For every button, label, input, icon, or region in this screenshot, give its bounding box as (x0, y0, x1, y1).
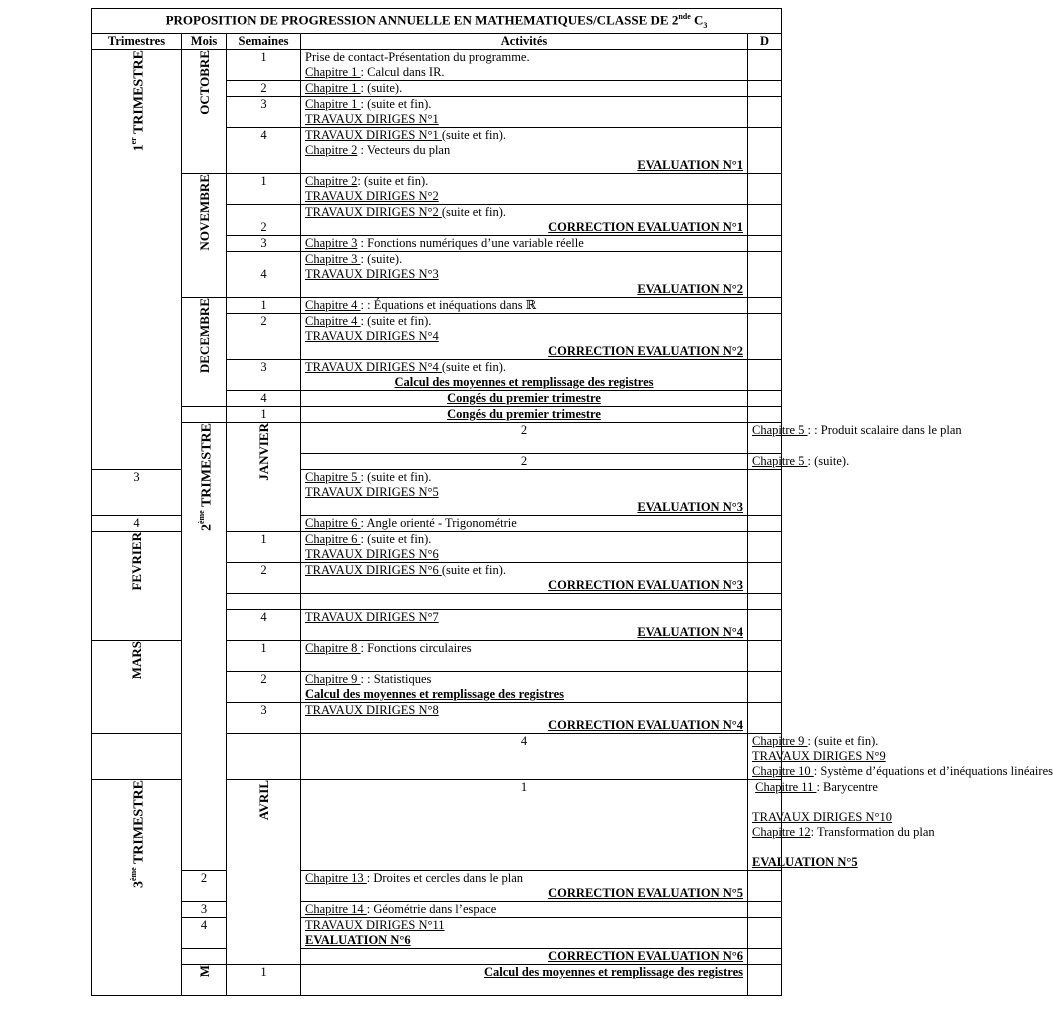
week-cell: 4 (227, 390, 301, 406)
table-row (92, 422, 782, 453)
month-janvier: JANVIER (227, 422, 301, 531)
trimestre-3-cell (92, 779, 182, 995)
week-cell: 2 (227, 204, 301, 235)
week-cell: 3 (227, 702, 301, 733)
month-avril: AVRIL (227, 779, 301, 964)
activity-cell: Chapitre 4 : : Équations et inéquations dans ℝ (301, 297, 748, 313)
trimestre-2-label: 2ème TRIMESTRE (196, 422, 215, 531)
activity-cell: Chapitre 2: (suite et fin). TRAVAUX DIRIGES N°2 (301, 173, 748, 204)
extra-cell (748, 515, 782, 531)
extra-cell (748, 917, 782, 948)
activity-cell: Chapitre 5 : (suite et fin). TRAVAUX DIRIGES N°5 EVALUATION N°3 (301, 469, 748, 515)
week-cell: 3 (182, 901, 227, 917)
header-extra: D (748, 33, 782, 49)
week-cell: 1 (227, 49, 301, 80)
extra-cell (748, 901, 782, 917)
extra-cell (748, 593, 782, 609)
trimestre-2-cell (182, 422, 227, 870)
extra-cell (748, 127, 782, 173)
week-cell: 4 (227, 251, 301, 297)
extra-cell (748, 313, 782, 359)
extra-cell (748, 80, 782, 96)
activity-cell: Chapitre 1 : (suite et fin). TRAVAUX DIRIGES N°1 (301, 96, 748, 127)
week-cell: 2 (301, 453, 748, 469)
week-cell: 2 (227, 313, 301, 359)
week-cell: 1 (227, 964, 301, 995)
week-cell: 3 (227, 235, 301, 251)
table-title: PROPOSITION DE PROGRESSION ANNUELLE EN MATHEMATIQUES/CLASSE DE 2nde $C_3$ (92, 9, 782, 34)
week-cell: 3 (92, 469, 182, 515)
week-cell (182, 948, 227, 964)
month-novembre: NOVEMBRE (182, 173, 227, 297)
header-semaines: Semaines (227, 33, 301, 49)
extra-cell (748, 964, 782, 995)
activity-cell: Chapitre 9 : (suite et fin). TRAVAUX DIRIGES N°9 Chapitre 10 : Système d’équations et d’inéquations linéaires (748, 733, 782, 779)
extra-cell (748, 948, 782, 964)
activity-cell: Chapitre 1 : (suite). (301, 80, 748, 96)
extra-cell (748, 870, 782, 901)
month-m: M (182, 964, 227, 995)
activity-cell: TRAVAUX DIRIGES N°6 (suite et fin). CORRECTION EVALUATION N°3 (301, 562, 748, 593)
month-mars: MARS (92, 640, 182, 733)
activity-cell: Calcul des moyennes et remplissage des registres (301, 964, 748, 995)
extra-cell (748, 671, 782, 702)
activity-cell: Chapitre 13 : Droites et cercles dans le plan CORRECTION EVALUATION N°5 (301, 870, 748, 901)
week-cell: 1 (227, 640, 301, 671)
title-row (92, 9, 782, 34)
activity-cell (301, 593, 748, 609)
activity-cell: Chapitre 5 : : Produit scalaire dans le plan (748, 422, 782, 453)
activity-cell: Chapitre 14 : Géométrie dans l’espace (301, 901, 748, 917)
activity-cell: TRAVAUX DIRIGES N°1 (suite et fin). Chapitre 2 : Vecteurs du plan EVALUATION N°1 (301, 127, 748, 173)
week-cell: 1 (227, 531, 301, 562)
week-cell: 2 (301, 422, 748, 453)
table-row (92, 173, 782, 204)
extra-cell (748, 702, 782, 733)
activity-cell: Congés du premier trimestre (301, 406, 748, 422)
table-row (92, 917, 782, 948)
extra-cell (748, 390, 782, 406)
table-row (92, 901, 782, 917)
activity-cell: TRAVAUX DIRIGES N°11 EVALUATION N°6 (301, 917, 748, 948)
activity-cell: Chapitre 5 : (suite). (748, 453, 782, 469)
week-cell: 1 (301, 779, 748, 870)
month-octobre: OCTOBRE (182, 49, 227, 173)
month-fevrier: FEVRIER (92, 531, 182, 640)
extra-cell (748, 469, 782, 515)
activity-cell: Chapitre 8 : Fonctions circulaires (301, 640, 748, 671)
month-decembre: DECEMBRE (182, 297, 227, 406)
table-row (92, 964, 782, 995)
week-cell: 4 (182, 917, 227, 948)
extra-cell (748, 173, 782, 204)
extra-cell (748, 406, 782, 422)
week-cell: 4 (227, 127, 301, 173)
week-cell: 3 (227, 96, 301, 127)
header-activites: Activités (301, 33, 748, 49)
activity-cell: Chapitre 6 : (suite et fin). TRAVAUX DIRIGES N°6 (301, 531, 748, 562)
trimestre-1-label: 1er TRIMESTRE (129, 49, 147, 152)
activity-cell: CORRECTION EVALUATION N°6 (301, 948, 748, 964)
activity-cell: TRAVAUX DIRIGES N°8 CORRECTION EVALUATION N°4 (301, 702, 748, 733)
activity-cell: Chapitre 4 : (suite et fin). TRAVAUX DIRIGES N°4 CORRECTION EVALUATION N°2 (301, 313, 748, 359)
week-cell: 2 (182, 870, 227, 901)
table-row (92, 948, 782, 964)
week-cell: 4 (92, 515, 182, 531)
extra-cell (748, 251, 782, 297)
extra-cell (748, 359, 782, 390)
month-empty (227, 733, 301, 779)
trimestre-empty (92, 733, 182, 779)
week-cell: 3 (227, 359, 301, 390)
extra-cell (748, 235, 782, 251)
week-cell: 1 (227, 173, 301, 204)
extra-cell (748, 49, 782, 80)
table-row (92, 870, 782, 901)
week-cell: 1 (227, 406, 301, 422)
week-cell: 2 (227, 80, 301, 96)
activity-cell: TRAVAUX DIRIGES N°7 EVALUATION N°4 (301, 609, 748, 640)
extra-cell (748, 96, 782, 127)
activity-cell: Congés du premier trimestre (301, 390, 748, 406)
activity-cell: Chapitre 9 : : Statistiques Calcul des moyennes et remplissage des registres (301, 671, 748, 702)
progression-table (91, 8, 1053, 996)
table-row (92, 49, 782, 80)
header-mois: Mois (182, 33, 227, 49)
week-cell: 4 (301, 733, 748, 779)
week-cell: 4 (227, 609, 301, 640)
activity-cell: Chapitre 11 : Barycentre TRAVAUX DIRIGES N°10 Chapitre 12: Transformation du plan EVALUATION N°5 (748, 779, 782, 870)
activity-cell: Chapitre 3 : (suite). TRAVAUX DIRIGES N°3 EVALUATION N°2 (301, 251, 748, 297)
week-cell (227, 593, 301, 609)
week-cell: 2 (227, 562, 301, 593)
extra-cell (748, 640, 782, 671)
extra-cell (748, 562, 782, 593)
table-row (92, 297, 782, 313)
trimestre-1-cell (92, 49, 182, 469)
extra-cell (748, 204, 782, 235)
activity-cell: TRAVAUX DIRIGES N°2 (suite et fin). CORRECTION EVALUATION N°1 (301, 204, 748, 235)
header-trimestres: Trimestres (92, 33, 182, 49)
activity-cell: Chapitre 3 : Fonctions numériques d’une variable réelle (301, 235, 748, 251)
activity-cell: Chapitre 6 : Angle orienté - Trigonométrie (301, 515, 748, 531)
extra-cell (748, 297, 782, 313)
header-row (92, 33, 782, 49)
trimestre-3-label: 3ème TRIMESTRE (129, 779, 147, 888)
extra-cell (748, 609, 782, 640)
extra-cell (748, 531, 782, 562)
table-row (92, 406, 782, 422)
activity-cell: Prise de contact-Présentation du programme. Chapitre 1 : Calcul dans IR. (301, 49, 748, 80)
week-cell: 2 (227, 671, 301, 702)
month-empty (182, 406, 227, 422)
week-cell: 1 (227, 297, 301, 313)
activity-cell: TRAVAUX DIRIGES N°4 (suite et fin). Calcul des moyennes et remplissage des registres (301, 359, 748, 390)
